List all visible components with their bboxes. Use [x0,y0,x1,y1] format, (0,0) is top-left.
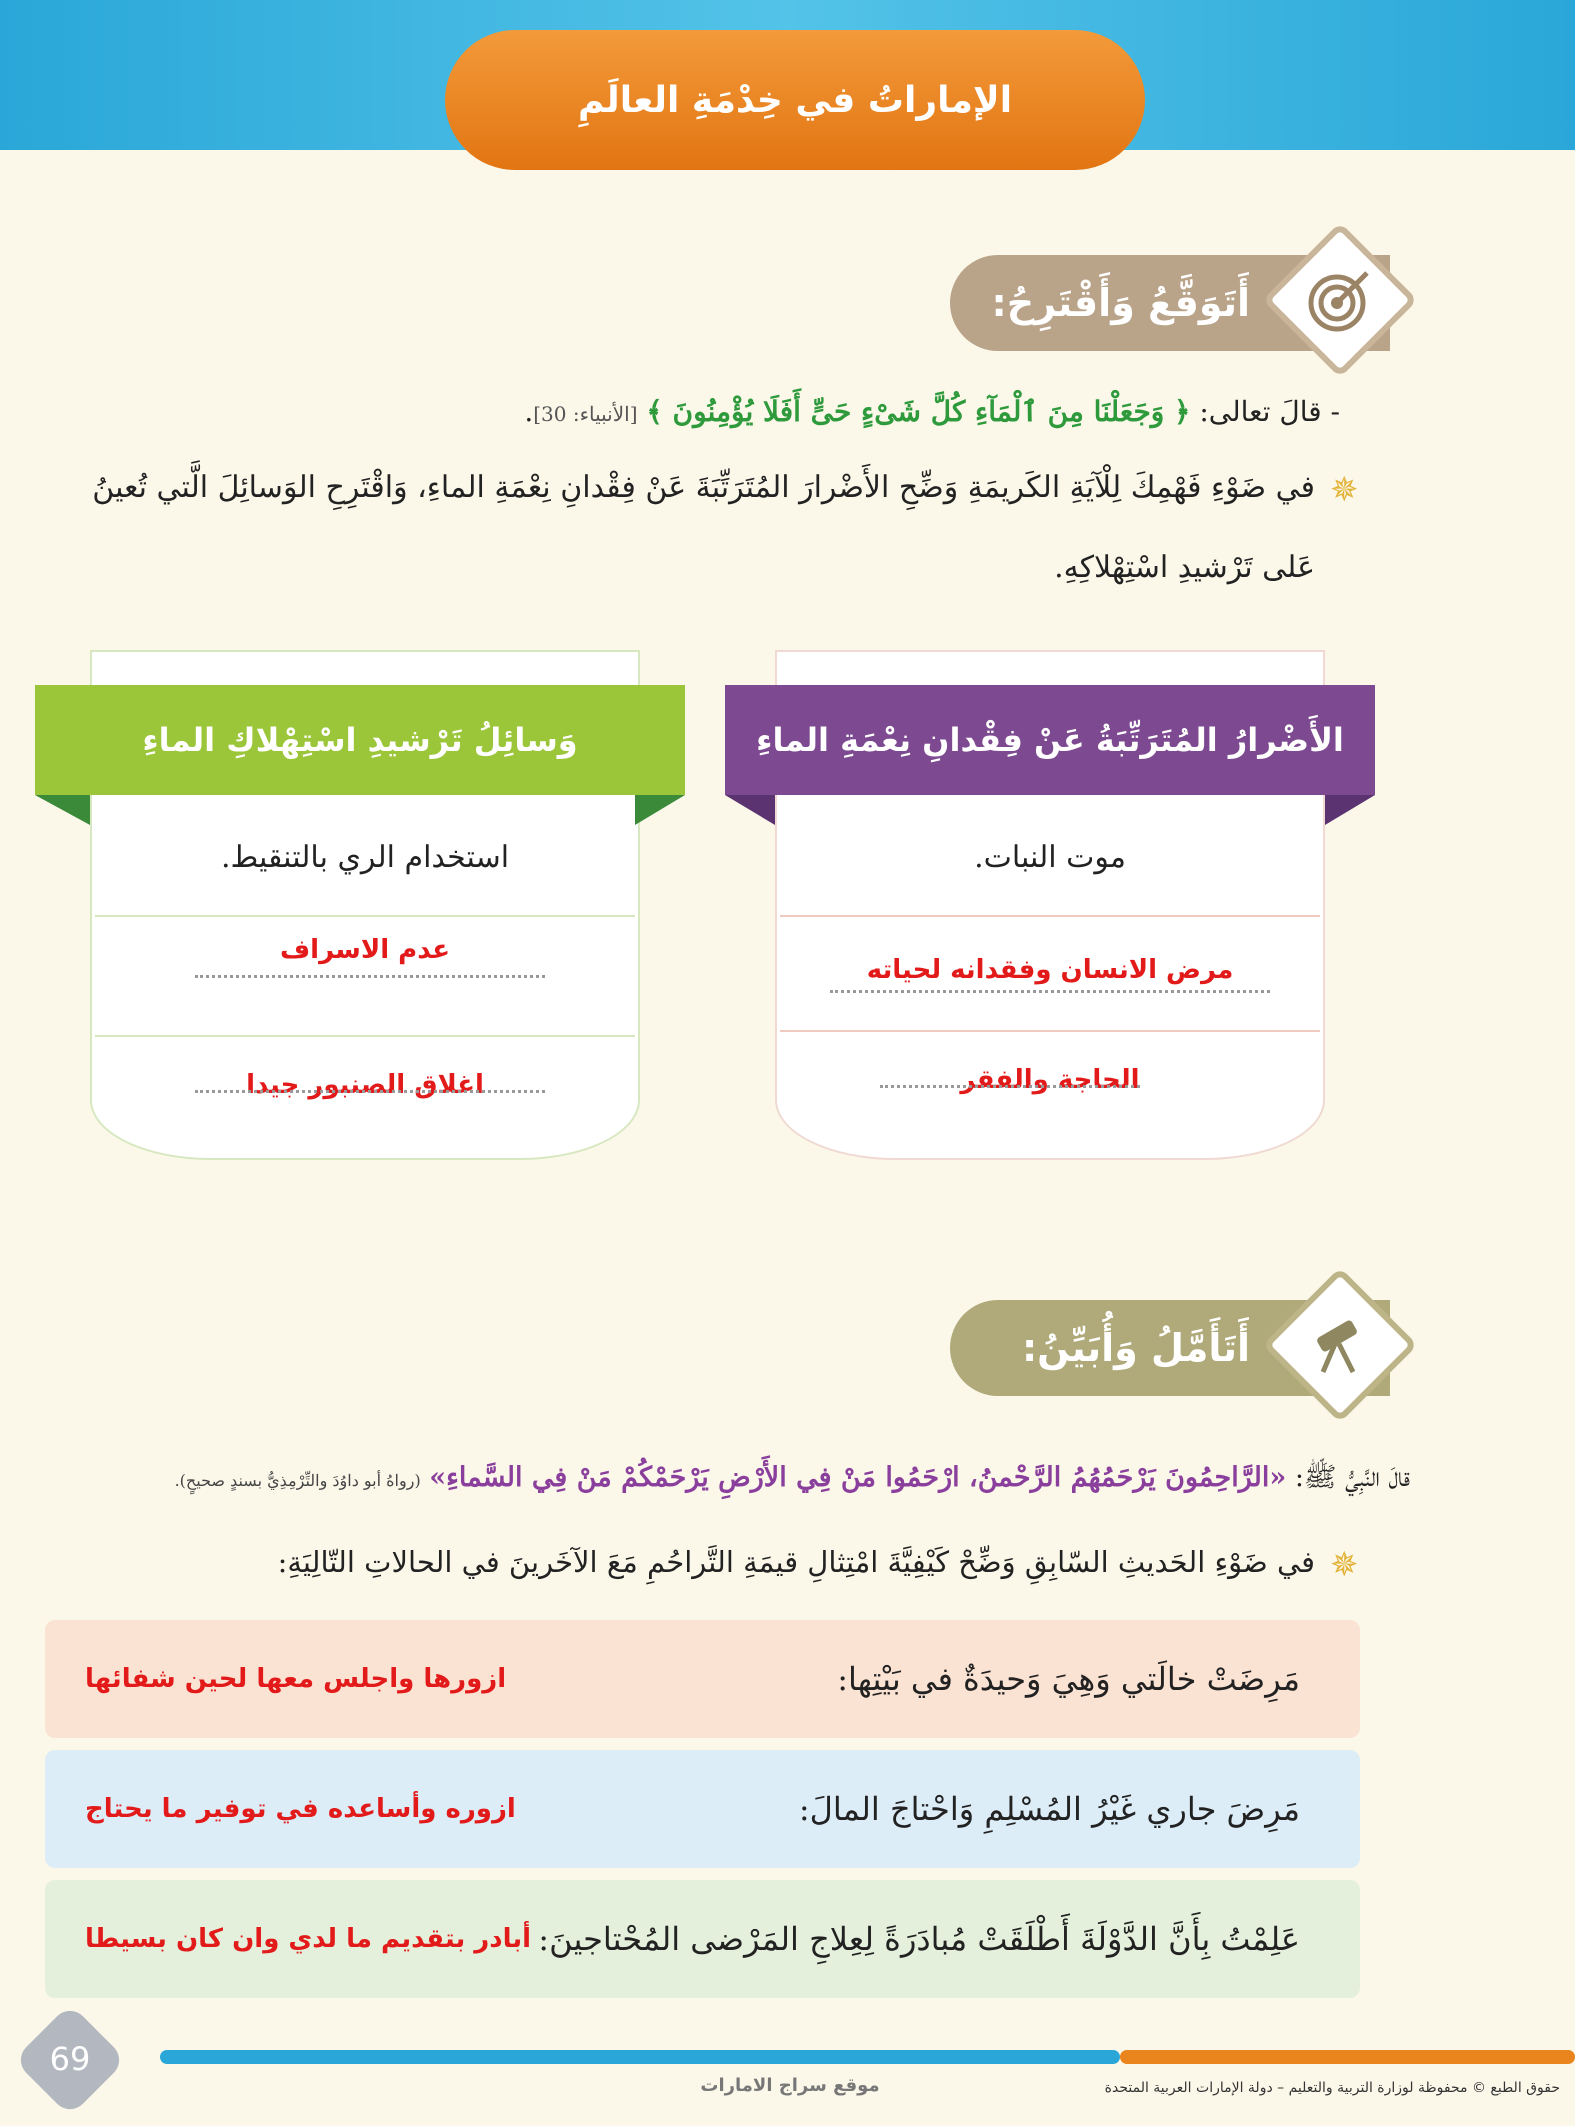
target-icon [1285,245,1395,355]
case-row-2 [45,1750,1360,1868]
hadith-line [30,1460,1410,1500]
footer-copyright: حقوق الطبع © محفوظة لوزارة التربية والتعليم – دولة الإمارات العربية المتحدة [1104,2080,1560,2096]
ways-panel-header [35,685,685,795]
case-row-3 [45,1880,1360,1998]
hadith-reference: (رواهُ أبو داوُدَ والتِّرْمِذِيُّ بسندٍ صحيحٍ). [174,1471,421,1490]
instruction-line-1: في ضَوْءِ فَهْمِكَ لِلْآيَةِ الكَريمَةِ وَضِّحِ الأَضْرارَ المُتَرَتِّبَةَ عَنْ فِقْدانِ نِعْمَةِ الماءِ، وَاقْتَرِحِ الوَسائِلَ الَّتي تُعينُ [92,470,1315,505]
harms-panel-header [725,685,1375,795]
page-title: الإماراتُ في خِدْمَةِ العالَمِ [445,30,1145,170]
page-number: 69 [49,2040,91,2078]
harms-panel-fold-right [1325,795,1375,825]
case-answer-2: ازوره وأساعده في توفير ما يحتاج [85,1794,516,1824]
harms-panel-title: الأَضْرارُ المُتَرَتِّبَةُ عَنْ فِقْدانِ نِعْمَةِ الماءِ [756,721,1344,759]
ways-divider-2 [95,1035,635,1037]
section-heading-label: أَتَوَقَّعُ وَأَقْتَرِحُ: [991,281,1250,325]
ways-item-2: عدم الاسراف [279,935,450,965]
harms-divider-2 [780,1030,1320,1032]
ways-panel-fold-left [35,795,90,825]
harms-item-1: موت النبات. [974,840,1126,875]
harms-dots-2 [830,990,1270,993]
footer-bar-orange [1120,2050,1575,2064]
verse-reference: [الأنبياء: 30] [533,402,638,426]
ways-item-1: استخدام الري بالتنقيط. [220,840,510,875]
bullet-star-icon-2: ✵ [1330,1545,1359,1585]
ways-panel-title: وَسائِلُ تَرْشيدِ اسْتِهْلاكِ الماءِ [142,721,578,759]
harms-item-2: مرض الانسان وفقدانه لحياته [866,955,1234,985]
instruction-line-2: عَلى تَرْشيدِ اسْتِهْلاكِهِ. [1054,550,1315,585]
ways-dots-3 [195,1090,545,1093]
harms-item-3: الحاجة والفقر [960,1065,1140,1095]
instruction-2: في ضَوْءِ الحَديثِ السّابِقِ وَضِّحْ كَيْفِيَّةَ امْتِثالِ قيمَةِ التَّراحُمِ مَعَ الآخَرينَ في الحالاتِ التّالِيَةِ: [277,1545,1315,1579]
case-row-1 [45,1620,1360,1738]
case-question-3: عَلِمْتُ بِأَنَّ الدَّوْلَةَ أَطْلَقَتْ مُبادَرَةً لِعِلاجِ المَرْضى المُحْتاجينَ: [538,1920,1300,1958]
section-heading-label-2: أَتَأَمَّلُ وَأُبَيِّنُ: [1021,1326,1250,1370]
bullet-star-icon: ✵ [1330,470,1359,510]
ways-divider-1 [95,915,635,917]
case-question-2: مَرِضَ جاري غَيْرُ المُسْلِمِ وَاحْتاجَ المالَ: [798,1790,1300,1828]
verse-period: . [524,395,534,428]
hadith-intro: قالَ النَّبِيُّ ﷺ: [1294,1462,1410,1493]
footer-site: موقع سراج الامارات [700,2075,880,2096]
case-question-1: مَرِضَتْ خالَتي وَهِيَ وَحيدَةٌ في بَيْتِها: [837,1660,1300,1698]
verse-intro: - قالَ تعالى: [1199,395,1340,428]
telescope-icon [1285,1290,1395,1400]
ways-item-3: اغلاق الصنبور جيدا [246,1070,484,1100]
quran-verse: ﴿ وَجَعَلْنَا مِنَ ٱلْمَآءِ كُلَّ شَىْءٍ حَىٍّ أَفَلَا يُؤْمِنُونَ ﴾ [646,395,1191,428]
ways-dots-2 [195,975,545,978]
verse-line [240,395,1340,428]
case-answer-1: ازورها واجلس معها لحين شفائها [85,1664,507,1694]
case-answer-3: أبادر بتقديم ما لدي وان كان بسيطا [85,1924,532,1954]
harms-divider-1 [780,915,1320,917]
harms-dots-3 [880,1085,1140,1088]
ways-panel-fold-right [635,795,685,825]
hadith-text: «الرَّاحِمُونَ يَرْحَمُهُمُ الرَّحْمنُ، ارْحَمُوا مَنْ فِي الأَرْضِ يَرْحَمْكُمْ مَنْ فِي السَّماءِ» [429,1462,1287,1493]
harms-panel-fold-left [725,795,775,825]
footer-bar-blue [160,2050,1120,2064]
